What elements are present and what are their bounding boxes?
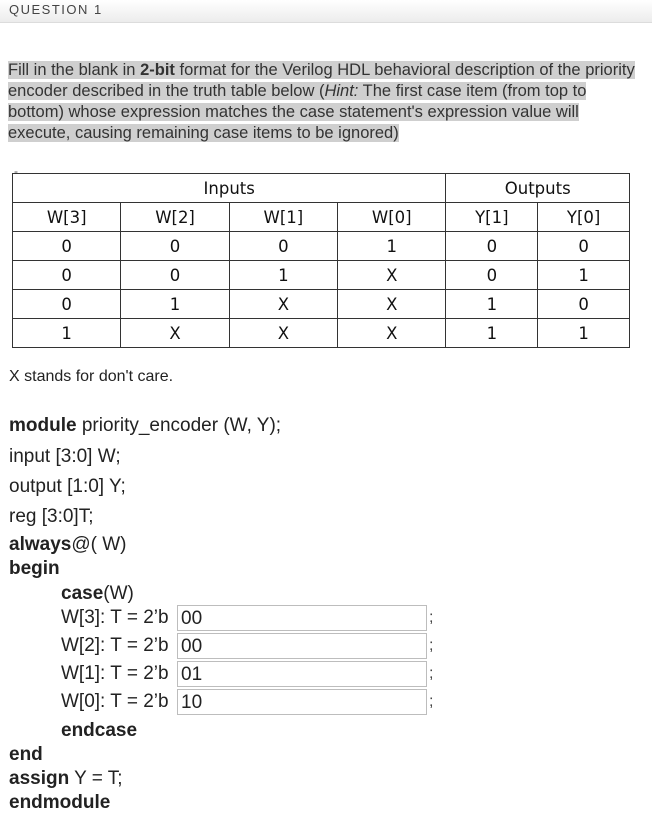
table-cell: 0	[538, 290, 630, 319]
assign-statement: Y = T;	[69, 768, 123, 789]
table-column-header-row	[13, 203, 630, 232]
question-label: QUESTION 1	[9, 2, 103, 17]
table-cell: X	[229, 319, 337, 348]
always-keyword: always	[9, 534, 72, 555]
question-header	[0, 0, 652, 23]
question-prompt	[8, 60, 642, 144]
table-cell: X	[338, 261, 446, 290]
group-header-outputs: Outputs	[446, 174, 630, 203]
code-reg-line: reg [3:0]T;	[9, 506, 94, 527]
table-cell: X	[338, 290, 446, 319]
case-item-semicolon: ;	[429, 665, 434, 682]
code-always-line	[9, 534, 126, 556]
table-cell: 1	[446, 319, 538, 348]
case-item-label: W[2]: T = 2’b	[61, 635, 169, 656]
case-expression: (W)	[103, 583, 134, 604]
code-output-line: output [1:0] Y;	[9, 476, 126, 497]
table-row	[13, 261, 630, 290]
case-item-semicolon: ;	[429, 693, 434, 710]
table-cell: 1	[121, 290, 229, 319]
column-header: W[0]	[338, 203, 446, 232]
table-cell: 1	[13, 319, 121, 348]
case-item-label: W[1]: T = 2’b	[61, 663, 169, 684]
table-cell: 0	[446, 232, 538, 261]
case-item-label: W[3]: T = 2’b	[61, 607, 169, 628]
prompt-text-1: Fill in the blank in	[8, 61, 141, 79]
table-row	[13, 290, 630, 319]
column-header: Y[1]	[446, 203, 538, 232]
table-group-header-row	[13, 174, 630, 203]
code-endcase-line: endcase	[61, 720, 138, 741]
code-input-line: input [3:0] W;	[9, 446, 121, 467]
code-begin-line: begin	[9, 558, 60, 579]
code-end-line: end	[9, 744, 43, 765]
module-declaration: priority_encoder (W, Y);	[76, 415, 282, 436]
table-cell: 0	[229, 232, 337, 261]
table-cell: 1	[538, 261, 630, 290]
case-keyword: case	[61, 583, 104, 604]
column-header: W[3]	[13, 203, 121, 232]
dont-care-note: X stands for don't care.	[9, 368, 174, 385]
stray-mark: -	[14, 164, 18, 178]
module-keyword: module	[9, 415, 77, 436]
table-row	[13, 232, 630, 261]
case-item-answer-input[interactable]: 10	[177, 689, 427, 715]
table-cell: 0	[13, 261, 121, 290]
table-cell: 0	[13, 232, 121, 261]
code-assign-line	[9, 768, 123, 790]
case-item-semicolon: ;	[429, 609, 434, 626]
prompt-bold: 2-bit	[140, 61, 175, 79]
table-row	[13, 319, 630, 348]
table-cell: 0	[121, 232, 229, 261]
column-header: W[1]	[229, 203, 337, 232]
table-cell: 1	[229, 261, 337, 290]
table-cell: 0	[13, 290, 121, 319]
table-cell: 0	[446, 261, 538, 290]
table-cell: 1	[446, 290, 538, 319]
table-cell: X	[229, 290, 337, 319]
table-cell: X	[121, 319, 229, 348]
code-module-line	[9, 415, 281, 437]
table-cell: 0	[538, 232, 630, 261]
prompt-text-2: format for the Verilog HDL behavioral description of the priority encoder described in the truth table below (	[8, 61, 635, 100]
column-header: Y[0]	[538, 203, 630, 232]
column-header: W[2]	[121, 203, 229, 232]
case-item-answer-input[interactable]: 00	[177, 605, 427, 631]
table-cell: 1	[338, 232, 446, 261]
code-case-line	[61, 583, 134, 605]
truth-table	[12, 173, 630, 348]
always-sensitivity: @( W)	[71, 534, 127, 555]
prompt-hint-label: Hint:	[324, 82, 359, 100]
prompt-text-3: The first case item (from top to bottom) whose expression matches the case statement's expression value will execute, causing remaining case items to be ignored)	[8, 82, 587, 142]
code-endmodule-line: endmodule	[9, 792, 111, 813]
case-item-semicolon: ;	[429, 637, 434, 654]
case-item-answer-input[interactable]: 00	[177, 633, 427, 659]
table-cell: X	[338, 319, 446, 348]
case-item-label: W[0]: T = 2’b	[61, 691, 169, 712]
table-cell: 1	[538, 319, 630, 348]
assign-keyword: assign	[9, 768, 70, 789]
table-cell: 0	[121, 261, 229, 290]
case-item-answer-input[interactable]: 01	[177, 661, 427, 687]
group-header-inputs: Inputs	[13, 174, 446, 203]
